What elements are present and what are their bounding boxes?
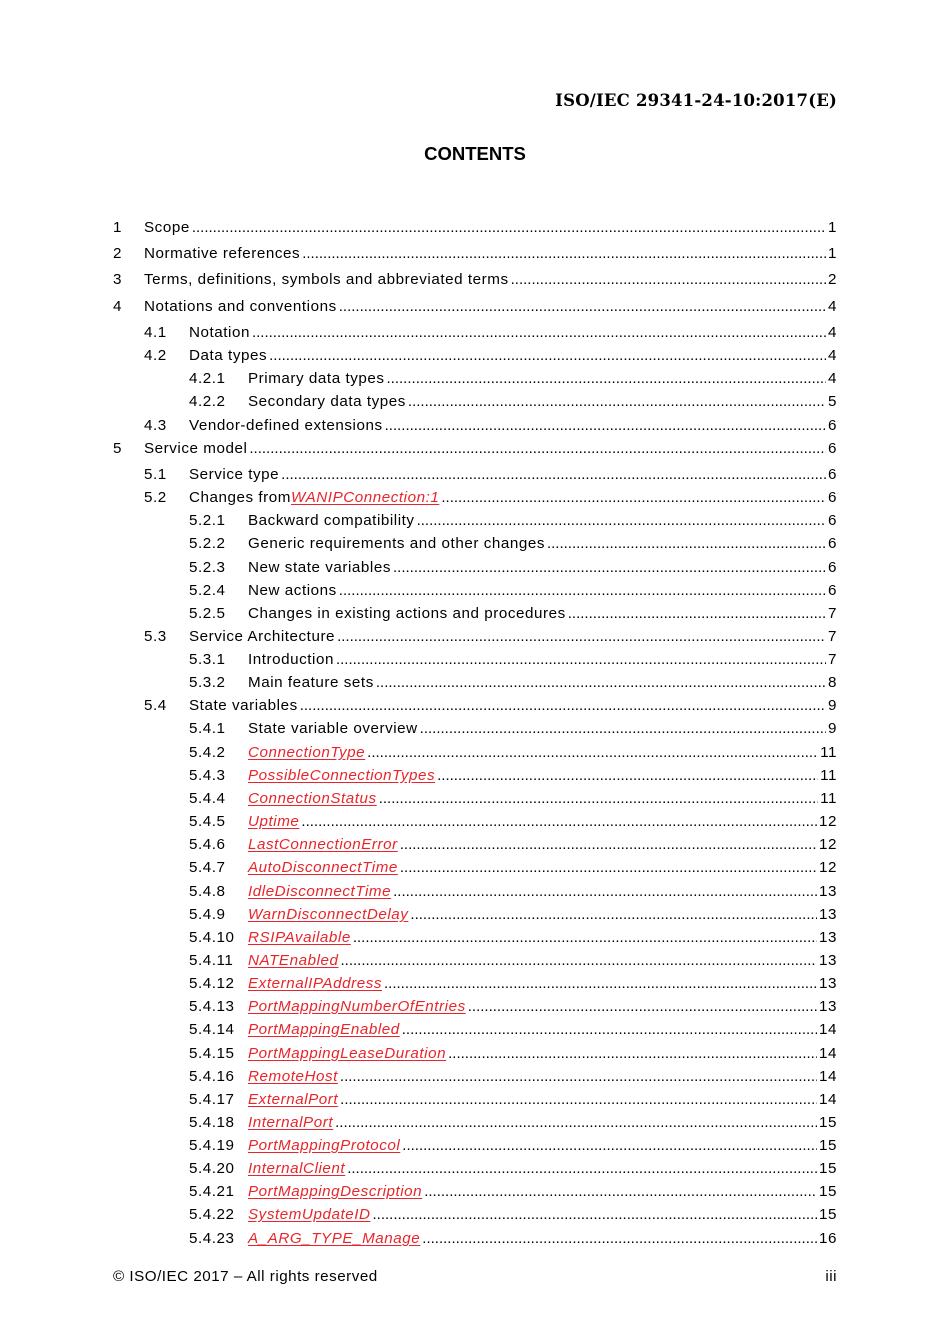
dot-leader: [339, 581, 826, 601]
toc-entry-label: Backward compatibility: [248, 512, 415, 529]
toc-entry-link[interactable]: PortMappingLeaseDuration: [248, 1045, 447, 1062]
toc-entry[interactable]: [113, 242, 837, 264]
dot-leader: [422, 1229, 817, 1249]
toc-entry-page: 6: [828, 559, 837, 576]
toc-entry-page: 15: [819, 1114, 837, 1131]
dot-leader: [249, 439, 826, 459]
dot-leader: [387, 369, 826, 389]
toc-entry-page: 15: [819, 1206, 837, 1223]
dot-leader: [269, 346, 826, 366]
toc-entry-page: 15: [819, 1137, 837, 1154]
toc-entry[interactable]: [144, 414, 837, 436]
toc-entry-page: 14: [819, 1045, 837, 1062]
toc-entry[interactable]: [144, 625, 837, 647]
dot-leader: [336, 650, 826, 670]
dot-leader: [373, 1205, 818, 1225]
toc-entry-page: 6: [828, 466, 837, 483]
dot-leader: [468, 997, 817, 1017]
toc-entry-number: 5.3: [144, 628, 167, 645]
toc-entry-number: 5.4.8: [189, 883, 226, 900]
dot-leader: [379, 789, 818, 809]
toc-entry-page: 13: [819, 975, 837, 992]
toc-entry-number: 5.4.16: [189, 1068, 235, 1085]
toc-entry-page: 9: [828, 720, 837, 737]
toc-entry[interactable]: [189, 995, 837, 1017]
toc-entry[interactable]: [144, 694, 837, 716]
dot-leader: [335, 1113, 817, 1133]
toc-entry-label: Service Architecture: [189, 628, 336, 645]
toc-entry-link[interactable]: Uptime: [248, 813, 300, 830]
toc-entry-page: 2: [828, 271, 837, 288]
toc-entry-number: 4.2.1: [189, 370, 226, 387]
toc-entry-number: 5.4.20: [189, 1160, 235, 1177]
toc-entry-page: 15: [819, 1160, 837, 1177]
dot-leader: [400, 835, 817, 855]
toc-entry[interactable]: [113, 295, 837, 317]
toc-entry-link[interactable]: RemoteHost: [248, 1068, 338, 1085]
dot-leader: [402, 1136, 817, 1156]
toc-entry-page: 4: [828, 324, 837, 341]
toc-entry-label: New state variables: [248, 559, 391, 576]
toc-entry-number: 5.4.18: [189, 1114, 235, 1131]
toc-entry[interactable]: [189, 367, 837, 389]
toc-entry-label: Scope: [144, 219, 190, 236]
toc-entry-label: Introduction: [248, 651, 334, 668]
toc-entry-number: 5.4.7: [189, 859, 226, 876]
toc-entry-link[interactable]: LastConnectionError: [248, 836, 398, 853]
dot-leader: [420, 719, 826, 739]
toc-entry-number: 5.4.17: [189, 1091, 235, 1108]
toc-entry-page: 6: [828, 417, 837, 434]
toc-entry[interactable]: [189, 949, 837, 971]
toc-entry-page: 7: [828, 651, 837, 668]
toc-entry-link[interactable]: AutoDisconnectTime: [248, 859, 398, 876]
toc-entry[interactable]: [189, 1065, 837, 1087]
toc-entry-label: Main feature sets: [248, 674, 374, 691]
dot-leader: [340, 1090, 817, 1110]
toc-entry-label: State variables: [189, 697, 298, 714]
toc-entry-label: Normative references: [144, 245, 301, 262]
toc-entry-number: 5.2.5: [189, 605, 226, 622]
toc-entry-number: 5.2.1: [189, 512, 226, 529]
toc-entry-label: Notation: [189, 324, 250, 341]
toc-entry-number: 4.3: [144, 417, 167, 434]
toc-entry[interactable]: [189, 972, 837, 994]
toc-entry-label: New actions: [248, 582, 337, 599]
dot-leader: [384, 974, 817, 994]
toc-entry-number: 5.4.23: [189, 1230, 235, 1247]
toc-entry-label: Secondary data types: [248, 393, 406, 410]
dot-leader: [367, 743, 818, 763]
toc-entry-link[interactable]: ExternalPort: [248, 1091, 339, 1108]
toc-entry-label: State variable overview: [248, 720, 418, 737]
dot-leader: [511, 270, 826, 290]
toc-entry-link[interactable]: NATEnabled: [248, 952, 339, 969]
toc-entry-page: 4: [828, 347, 837, 364]
toc-entry[interactable]: [189, 1180, 837, 1202]
toc-entry-number: 5: [113, 440, 122, 457]
toc-entry-label: Vendor-defined extensions: [189, 417, 383, 434]
toc-entry-number: 2: [113, 245, 122, 262]
toc-entry[interactable]: [189, 532, 837, 554]
toc-entry[interactable]: [189, 1203, 837, 1225]
toc-entry[interactable]: [189, 1018, 837, 1040]
dot-leader: [192, 218, 826, 238]
toc-entry-link[interactable]: ConnectionStatus: [248, 790, 377, 807]
toc-entry[interactable]: [189, 1088, 837, 1110]
dot-leader: [547, 534, 826, 554]
dot-leader: [393, 558, 826, 578]
toc-entry[interactable]: [189, 787, 837, 809]
toc-entry-number: 4.2.2: [189, 393, 226, 410]
toc-entry-number: 5.4.9: [189, 906, 226, 923]
toc-entry-number: 5.4.12: [189, 975, 235, 992]
toc-entry-number: 5.4.10: [189, 929, 235, 946]
dot-leader: [347, 1159, 817, 1179]
toc-entry-number: 5.3.1: [189, 651, 226, 668]
toc-entry-number: 5.4.11: [189, 952, 234, 969]
toc-entry-link[interactable]: PossibleConnectionTypes: [248, 767, 436, 784]
copyright-notice: © ISO/IEC 2017 – All rights reserved: [113, 1268, 378, 1285]
toc-entry-page: 4: [828, 370, 837, 387]
toc-entry[interactable]: [144, 486, 837, 508]
toc-entry-link[interactable]: SystemUpdateID: [248, 1206, 371, 1223]
toc-entry-page: 6: [828, 582, 837, 599]
toc-entry-number: 5.2.2: [189, 535, 226, 552]
toc-entry-page: 9: [828, 697, 837, 714]
toc-entry[interactable]: [189, 717, 837, 739]
toc-entry-page: 11: [820, 767, 837, 784]
toc-entry[interactable]: [189, 671, 837, 693]
toc-entry-link[interactable]: PortMappingDescription: [248, 1183, 423, 1200]
dot-leader: [340, 951, 817, 971]
toc-entry-page: 1: [828, 245, 837, 262]
toc-entry[interactable]: [113, 268, 837, 290]
dot-leader: [301, 812, 817, 832]
dot-leader: [385, 416, 826, 436]
toc-entry-page: 11: [820, 744, 837, 761]
toc-entry-page: 1: [828, 219, 837, 236]
toc-entry-page: 6: [828, 489, 837, 506]
toc-entry-page: 8: [828, 674, 837, 691]
toc-entry-number: 5.4.19: [189, 1137, 235, 1154]
toc-entry-link[interactable]: IdleDisconnectTime: [248, 883, 392, 900]
toc-entry[interactable]: [189, 1042, 837, 1064]
toc-entry[interactable]: [144, 321, 837, 343]
dot-leader: [568, 604, 826, 624]
toc-entry-number: 5.4.6: [189, 836, 226, 853]
toc-entry-number: 5.4.21: [189, 1183, 235, 1200]
toc-entry-link[interactable]: ConnectionType: [248, 744, 366, 761]
dot-leader: [252, 323, 826, 343]
toc-entry-number: 4.2: [144, 347, 167, 364]
toc-entry-page: 13: [819, 929, 837, 946]
toc-entry-number: 4.1: [144, 324, 167, 341]
page-title: CONTENTS: [424, 143, 526, 164]
dot-leader: [339, 297, 826, 317]
toc-entry-page: 12: [819, 859, 837, 876]
toc-entry-number: 1: [113, 219, 122, 236]
toc-entry-number: 5.4.5: [189, 813, 226, 830]
toc-entry-page: 12: [819, 813, 837, 830]
toc-entry-page: 13: [819, 998, 837, 1015]
toc-entry-link[interactable]: ExternalIPAddress: [248, 975, 383, 992]
dot-leader: [302, 244, 826, 264]
toc-entry[interactable]: [189, 764, 837, 786]
toc-entry-link[interactable]: RSIPAvailable: [248, 929, 351, 946]
toc-entry[interactable]: [189, 926, 837, 948]
toc-entry-link[interactable]: WarnDisconnectDelay: [248, 906, 409, 923]
toc-entry-label: Data types: [189, 347, 268, 364]
toc-entry-number: 5.4.22: [189, 1206, 235, 1223]
toc-entry-page: 13: [819, 883, 837, 900]
dot-leader: [437, 766, 818, 786]
dot-leader: [393, 882, 817, 902]
toc-entry[interactable]: [189, 833, 837, 855]
page-footer: [113, 1268, 837, 1290]
toc-entry-link[interactable]: PortMappingNumberOfEntries: [248, 998, 466, 1015]
toc-entry[interactable]: [189, 880, 837, 902]
toc-entry-link[interactable]: InternalClient: [248, 1160, 346, 1177]
toc-entry[interactable]: [189, 903, 837, 925]
toc-entry-link[interactable]: WANIPConnection:1: [291, 489, 440, 506]
toc-entry-label: Service model: [144, 440, 248, 457]
toc-entry[interactable]: [189, 1157, 837, 1179]
toc-entry[interactable]: [144, 463, 837, 485]
toc-entry-page: 12: [819, 836, 837, 853]
toc-entry-page: 6: [828, 535, 837, 552]
toc-entry[interactable]: [113, 437, 837, 459]
toc-entry-number: 5.4.4: [189, 790, 226, 807]
page-number: iii: [825, 1268, 837, 1285]
toc-entry-page: 15: [819, 1183, 837, 1200]
toc-entry[interactable]: [189, 1111, 837, 1133]
dot-leader: [441, 488, 826, 508]
toc-entry-number: 5.3.2: [189, 674, 226, 691]
toc-entry[interactable]: [189, 648, 837, 670]
toc-entry-label: Changes from: [189, 489, 291, 506]
toc-entry-number: 4: [113, 298, 122, 315]
toc-entry-link[interactable]: PortMappingProtocol: [248, 1137, 401, 1154]
dot-leader: [402, 1020, 817, 1040]
toc-entry[interactable]: [189, 741, 837, 763]
toc-entry-link[interactable]: PortMappingEnabled: [248, 1021, 400, 1038]
toc-entry-label: Terms, definitions, symbols and abbreviated terms: [144, 271, 509, 288]
toc-entry-page: 4: [828, 298, 837, 315]
toc-entry-page: 11: [820, 790, 837, 807]
toc-entry[interactable]: [189, 856, 837, 878]
toc-entry-label: Service type: [189, 466, 280, 483]
toc-entry-number: 5.4.3: [189, 767, 226, 784]
toc-entry-label: Generic requirements and other changes: [248, 535, 545, 552]
dot-leader: [353, 928, 817, 948]
toc-entry[interactable]: [189, 602, 837, 624]
toc-entry-number: 5.4: [144, 697, 167, 714]
toc-entry-page: 6: [828, 440, 837, 457]
toc-entry[interactable]: [189, 1227, 837, 1249]
toc-entry-number: 3: [113, 271, 122, 288]
toc-entry-label: Changes in existing actions and procedures: [248, 605, 566, 622]
toc-entry-number: 5.1: [144, 466, 167, 483]
toc-entry-page: 7: [828, 605, 837, 622]
toc-entry-label: Notations and conventions: [144, 298, 337, 315]
toc-entry-number: 5.4.13: [189, 998, 235, 1015]
toc-entry[interactable]: [144, 344, 837, 366]
toc-entry-link[interactable]: A_ARG_TYPE_Manage: [248, 1230, 421, 1247]
dot-leader: [376, 673, 826, 693]
toc-entry-number: 5.2.4: [189, 582, 226, 599]
toc-entry-page: 16: [819, 1230, 837, 1247]
toc-entry-number: 5.2: [144, 489, 167, 506]
toc-entry-label: Primary data types: [248, 370, 385, 387]
toc-entry[interactable]: [189, 509, 837, 531]
toc-entry[interactable]: [189, 579, 837, 601]
toc-entry-page: 6: [828, 512, 837, 529]
toc-entry[interactable]: [189, 810, 837, 832]
dot-leader: [417, 511, 826, 531]
dot-leader: [281, 465, 826, 485]
dot-leader: [410, 905, 817, 925]
toc-entry-page: 14: [819, 1021, 837, 1038]
toc-entry-page: 13: [819, 906, 837, 923]
dot-leader: [424, 1182, 817, 1202]
dot-leader: [400, 858, 817, 878]
toc-entry-number: 5.4.15: [189, 1045, 235, 1062]
toc-entry-page: 5: [828, 393, 837, 410]
toc-entry-number: 5.4.1: [189, 720, 226, 737]
toc-entry-number: 5.4.14: [189, 1021, 235, 1038]
toc-entry[interactable]: [189, 390, 837, 412]
toc-entry-page: 13: [819, 952, 837, 969]
toc-entry-page: 7: [828, 628, 837, 645]
toc-entry-link[interactable]: InternalPort: [248, 1114, 334, 1131]
dot-leader: [300, 696, 826, 716]
dot-leader: [337, 627, 826, 647]
toc-entry-number: 5.2.3: [189, 559, 226, 576]
toc-entry[interactable]: [189, 1134, 837, 1156]
toc-entry[interactable]: [113, 216, 837, 238]
toc-entry-page: 14: [819, 1091, 837, 1108]
toc-entry-page: 14: [819, 1068, 837, 1085]
dot-leader: [448, 1044, 817, 1064]
toc-entry[interactable]: [189, 556, 837, 578]
toc-entry-number: 5.4.2: [189, 744, 226, 761]
dot-leader: [340, 1067, 817, 1087]
document-header-id: ISO/IEC 29341-24-10:2017(E): [555, 91, 837, 110]
dot-leader: [408, 392, 826, 412]
